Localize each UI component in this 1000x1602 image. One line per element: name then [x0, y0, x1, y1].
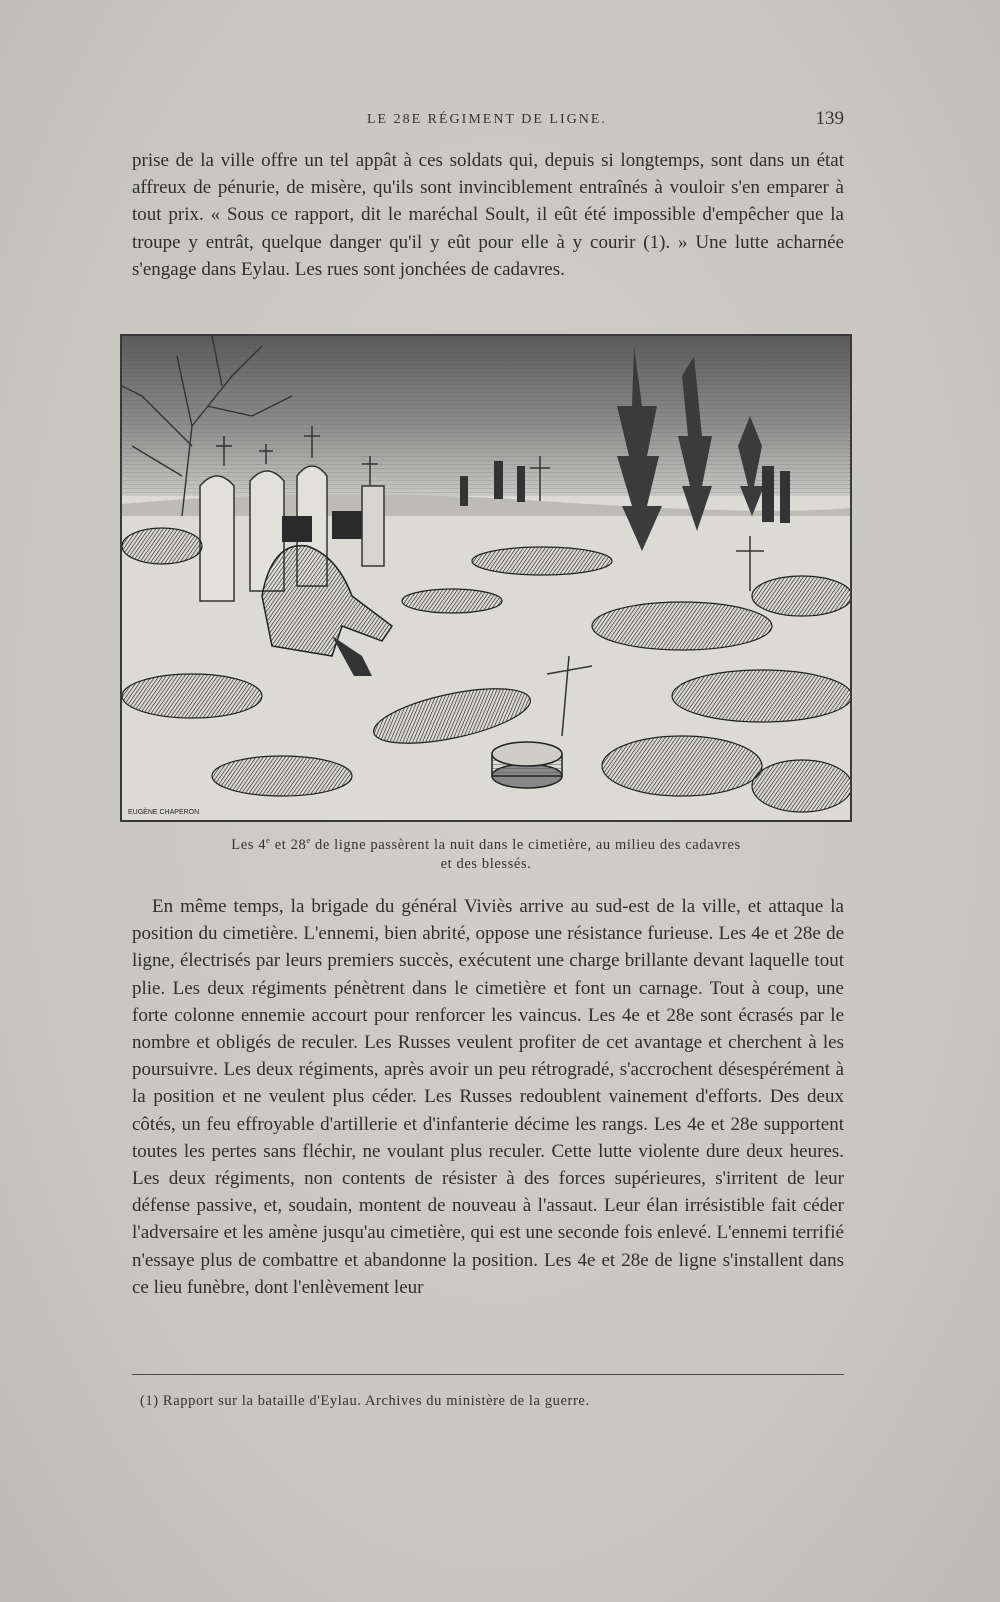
paragraph-intro: prise de la ville offre un tel appât à ces soldats qui, depuis si longtemps, sont dans un état affreux de pénurie, de misère, qu'ils sont invinciblement entraînés à vouloir s'en emparer à tout prix. « Sous ce rapport, dit le maréchal Soult, il eût été impossible d'empêcher que la troupe y entrât, quelque danger qu'il y eût pour elle à y courir (1). » Une lutte acharnée s'engage dans Eylau. Les rues sont jonchées de cadavres. — [132, 150, 844, 280]
footnote-divider — [132, 1374, 844, 1375]
paragraph-main: En même temps, la brigade du général Viviès arrive au sud-est de la ville, et attaque la position du cimetière. L'ennemi, bien abrité, oppose une résistance furieuse. Les 4e et 28e de ligne, électrisés par leurs premiers succès, exécutent une charge brillante devant laquelle tout plie. Les deux régiments pénètrent dans le cimetière et font un carnage. Tout à coup, une forte colonne ennemie accourt pour renforcer les vaincus. Les 4e et 28e sont écrasés par le nombre et obligés de reculer. Les Russes veulent profiter de cet avantage et cherchent à les poursuivre. Les deux régiments, après avoir un peu rétrogradé, s'accrochent désespérément à la position et ne veulent plus céder. Les Russes redoublent vainement d'efforts. Des deux côtés, un feu effroyable d'artillerie et d'infanterie décime les rangs. Les 4e et 28e supportent toutes les pertes sans fléchir, ne voulant plus reculer. Cette lutte violente dure deux heures. Les deux régiments, non contents de résister à des forces supérieures, s'irritent de leur défense passive, et, soudain, montent de nouveau à l'assaut. Leur élan irrésistible fait céder l'adversaire et les amène jusqu'au cimetière, qui est une seconde fois enlevé. L'ennemi terrifié n'essaye plus de combattre et abandonne la position. Les 4e et 28e de ligne s'installent dans ce lieu funèbre, dont l'enlèvement leur — [132, 896, 844, 1298]
running-title: LE 28E RÉGIMENT DE LIGNE. — [367, 112, 607, 127]
artist-signature: EUGÈNE CHAPERON — [128, 809, 200, 816]
page-number: 139 — [815, 108, 844, 129]
figure-caption: Les 4e et 28e de ligne passèrent la nuit dans le cimetière, au milieu des cadavres et des blessés. — [231, 835, 741, 872]
engraving-illustration — [120, 334, 852, 822]
page-header — [132, 108, 844, 134]
drum-drawing — [492, 742, 562, 788]
footnote: (1) Rapport sur la bataille d'Eylau. Archives du ministère de la guerre. — [140, 1393, 590, 1409]
